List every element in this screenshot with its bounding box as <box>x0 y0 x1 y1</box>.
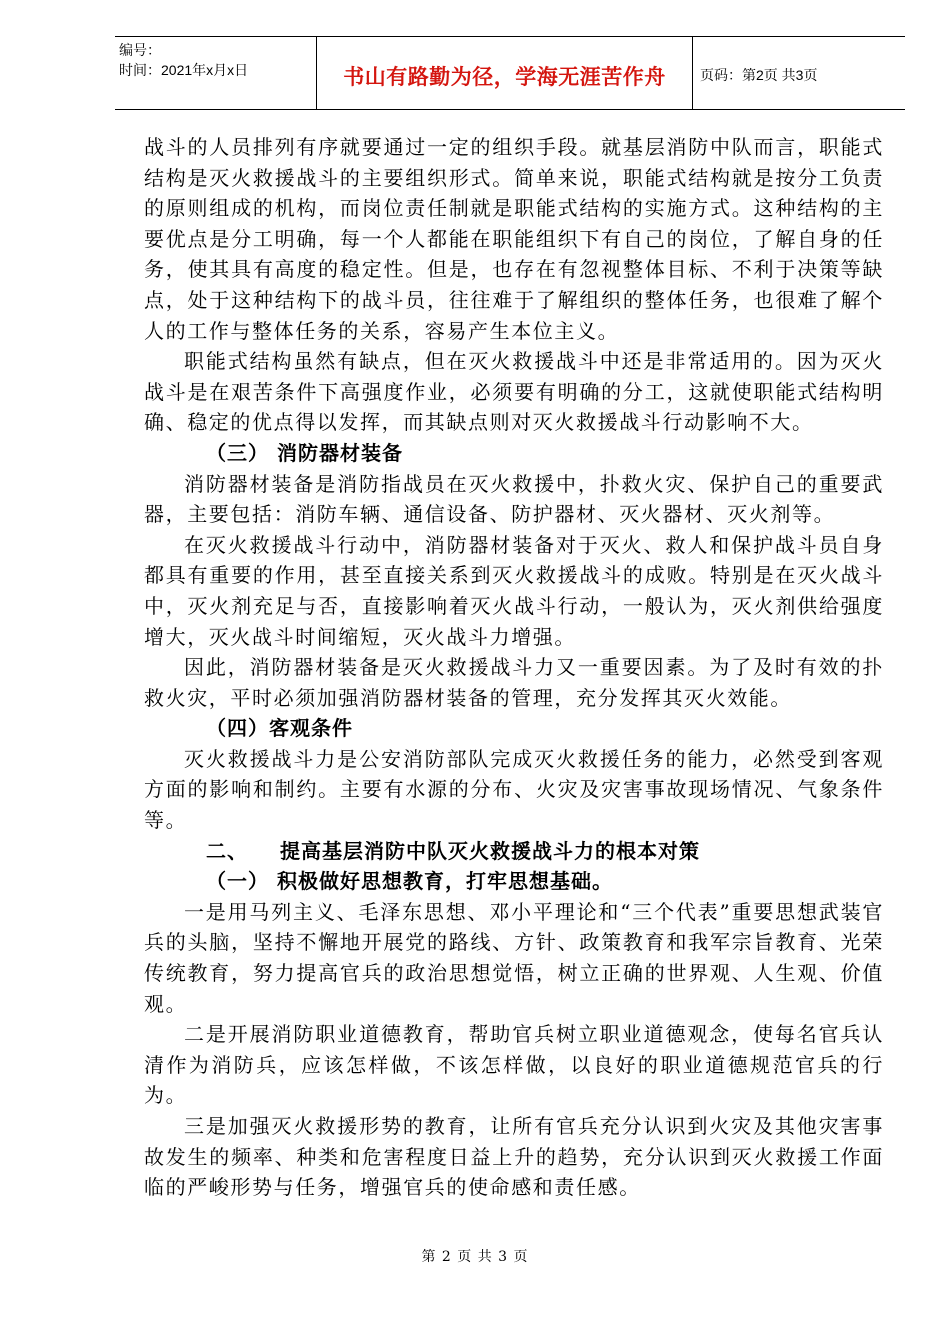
serial-label: 编号： <box>119 42 161 58</box>
paragraph-5: 因此，消防器材装备是灭火救援战斗力又一重要因素。为了及时有效的扑救火灾，平时必须加强消防器材装备的管理，充分发挥其灭火效能。 <box>144 655 884 710</box>
section-heading-3: （三） 消防器材装备 <box>206 440 403 465</box>
section-heading-4: （四）客观条件 <box>206 716 353 741</box>
date-label: 时间：2021年x月x日 <box>119 62 249 78</box>
header-page-cell <box>692 37 905 109</box>
paragraph-7: 一是用马列主义、毛泽东思想、邓小平理论和“三个代表”重要思想武装官兵的头脑，坚持不懈地开展党的路线、方针、政策教育和我军宗旨教育、光荣传统教育，努力提高官兵的政治思想觉悟，树立正确的世界观、人生观、价值观。 <box>144 899 884 1016</box>
motto: 书山有路勤为径，学海无涯苦作舟 <box>343 65 666 89</box>
chapter-number: 二、 <box>206 838 248 863</box>
document-body <box>144 132 884 1203</box>
chapter-heading <box>144 836 884 867</box>
document-header <box>115 36 905 110</box>
paragraph-4: 在灭火救援战斗行动中，消防器材装备对于灭火、救人和保护战斗员自身都具有重要的作用，甚至直接关系到灭火救援战斗的成败。特别是在灭火战斗中，灭火剂充足与否，直接影响着灭火战斗行动，一般认为，灭火剂供给强度增大，灭火战斗时间缩短，灭火战斗力增强。 <box>144 532 884 649</box>
chapter-title: 提高基层消防中队灭火救援战斗力的根本对策 <box>280 838 700 863</box>
paragraph-3: 消防器材装备是消防指战员在灭火救援中，扑救火灾、保护自己的重要武器，主要包括：消防车辆、通信设备、防护器材、灭火器材、灭火剂等。 <box>144 471 884 527</box>
section-heading-5: （一） 积极做好思想教育，打牢思想基础。 <box>206 869 613 894</box>
page-label: 页码：第2页 共3页 <box>700 67 818 83</box>
paragraph-1: 战斗的人员排列有序就要通过一定的组织手段。就基层消防中队而言，职能式结构是灭火救援战斗的主要组织形式。简单来说，职能式结构就是按分工负责的原则组成的机构，而岗位责任制就是职能式结构的实施方式。这种结构的主要优点是分工明确，每一个人都能在职能组织下有自己的岗位，了解自身的任务，使其具有高度的稳定性。但是，也存在有忽视整体目标、不利于决策等缺点，处于这种结构下的战斗员，往往难于了解组织的整体任务，也很难了解个人的工作与整体任务的关系，容易产生本位主义。 <box>144 135 884 343</box>
header-meta-cell <box>115 37 315 109</box>
paragraph-2: 职能式结构虽然有缺点，但在灭火救援战斗中还是非常适用的。因为灭火战斗是在艰苦条件下高强度作业，必须要有明确的分工，这就使职能式结构明确、稳定的优点得以发挥，而其缺点则对灭火救援战斗行动影响不大。 <box>144 349 884 435</box>
paragraph-6: 灭火救援战斗力是公安消防部队完成灭火救援任务的能力，必然受到客观方面的影响和制约。主要有水源的分布、火灾及灾害事故现场情况、气象条件等。 <box>144 746 884 833</box>
page-footer: 第 2 页 共 3 页 <box>421 1249 529 1265</box>
paragraph-9: 三是加强灭火救援形势的教育，让所有官兵充分认识到火灾及其他灾害事故发生的频率、种类和危害程度日益上升的趋势，充分认识到灭火救援工作面临的严峻形势与任务，增强官兵的使命感和责任感。 <box>144 1114 884 1200</box>
header-motto-cell <box>316 37 693 109</box>
paragraph-8: 二是开展消防职业道德教育，帮助官兵树立职业道德观念，使每名官兵认清作为消防兵，应该怎样做，不该怎样做，以良好的职业道德规范官兵的行为。 <box>144 1022 884 1108</box>
